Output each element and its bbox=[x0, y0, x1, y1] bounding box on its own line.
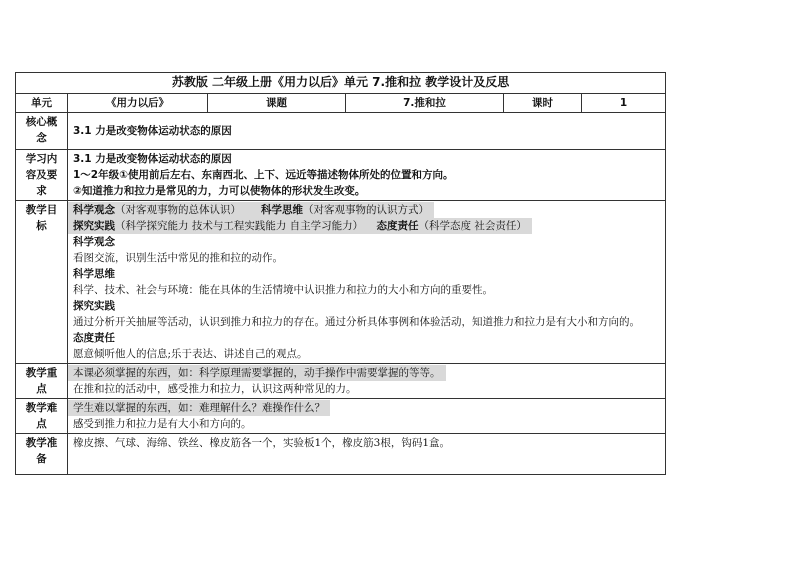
difficulties-hint: 学生难以掌握的东西，如：难理解什么？难操作什么？ bbox=[68, 400, 330, 416]
key-points-text: 在推和拉的活动中，感受推力和拉力，认识这两种常见的力。 bbox=[73, 383, 357, 395]
bar1-keyword-a: 科学观念 bbox=[73, 204, 115, 216]
difficulties-content bbox=[68, 399, 666, 434]
objective-text-1: 看图交流，识别生活中常见的推和拉的动作。 bbox=[73, 252, 283, 264]
bar2-keyword-b: 态度责任 bbox=[376, 220, 419, 232]
unit-value: 《用力以后》 bbox=[68, 94, 208, 113]
learning-row bbox=[16, 150, 666, 201]
bar2-desc-a: （科学探究能力 技术与工程实践能力 自主学习能力） bbox=[115, 220, 364, 232]
learning-line-3: ②知道推力和拉力是常见的力，力可以使物体的形状发生改变。 bbox=[73, 185, 366, 197]
learning-label: 学习内容及要求 bbox=[16, 150, 68, 201]
preparation-row bbox=[16, 434, 666, 475]
learning-line-1: 3.1 力是改变物体运动状态的原因 bbox=[73, 153, 232, 165]
unit-label: 单元 bbox=[16, 94, 68, 113]
learning-content bbox=[68, 150, 666, 201]
document-title: 苏教版 二年级上册《用力以后》单元 7.推和拉 教学设计及反思 bbox=[16, 73, 666, 94]
objective-heading-2: 科学思维 bbox=[73, 268, 115, 280]
bar1-keyword-b: 科学思维 bbox=[261, 204, 304, 216]
objectives-bar-1 bbox=[68, 202, 434, 218]
difficulties-row bbox=[16, 399, 666, 434]
header-row bbox=[16, 94, 666, 113]
objectives-row bbox=[16, 201, 666, 364]
core-concept-text: 3.1 力是改变物体运动状态的原因 bbox=[68, 113, 666, 150]
objective-text-2: 科学、技术、社会与环境：能在具体的生活情境中认识推力和拉力的大小和方向的重要性。 bbox=[73, 284, 493, 296]
difficulties-label: 教学难点 bbox=[16, 399, 68, 434]
lesson-value: 7.推和拉 bbox=[346, 94, 504, 113]
bar2-keyword-a: 探究实践 bbox=[73, 220, 115, 232]
hours-label: 课时 bbox=[504, 94, 582, 113]
objective-text-4: 愿意倾听他人的信息;乐于表达、讲述自己的观点。 bbox=[73, 348, 308, 360]
objective-heading-4: 态度责任 bbox=[73, 332, 115, 344]
core-concept-label: 核心概念 bbox=[16, 113, 68, 150]
key-points-hint: 本课必须掌握的东西，如：科学原理需要掌握的，动手操作中需要掌握的等等。 bbox=[68, 365, 446, 381]
objective-text-3: 通过分析开关抽屉等活动，认识到推力和拉力的存在。通过分析具体事例和体验活动，知道推力和拉力是有大小和方向的。 bbox=[73, 316, 640, 328]
objectives-label: 教学目标 bbox=[16, 201, 68, 364]
objectives-content bbox=[68, 201, 666, 364]
learning-line-2: 1～2年级①使用前后左右、东南西北、上下、远近等描述物体所处的位置和方向。 bbox=[73, 169, 454, 181]
preparation-text: 橡皮擦、气球、海绵、铁丝、橡皮筋各一个，实验板1个，橡皮筋3根，钩码1盒。 bbox=[68, 434, 666, 475]
objective-heading-3: 探究实践 bbox=[73, 300, 115, 312]
lesson-label: 课题 bbox=[208, 94, 346, 113]
difficulties-text: 感受到推力和拉力是有大小和方向的。 bbox=[73, 418, 252, 430]
objectives-bar-2 bbox=[68, 218, 532, 234]
key-points-label: 教学重点 bbox=[16, 364, 68, 399]
core-concept-row bbox=[16, 113, 666, 150]
lesson-plan-table bbox=[15, 72, 666, 475]
preparation-label: 教学准备 bbox=[16, 434, 68, 475]
objective-heading-1: 科学观念 bbox=[73, 236, 115, 248]
key-points-content bbox=[68, 364, 666, 399]
hours-value: 1 bbox=[582, 94, 666, 113]
bar1-desc-a: （对客观事物的总体认识） bbox=[115, 204, 241, 216]
bar2-desc-b: （科学态度 社会责任） bbox=[418, 220, 527, 232]
key-points-row bbox=[16, 364, 666, 399]
bar1-desc-b: （对客观事物的认识方式） bbox=[303, 204, 430, 216]
